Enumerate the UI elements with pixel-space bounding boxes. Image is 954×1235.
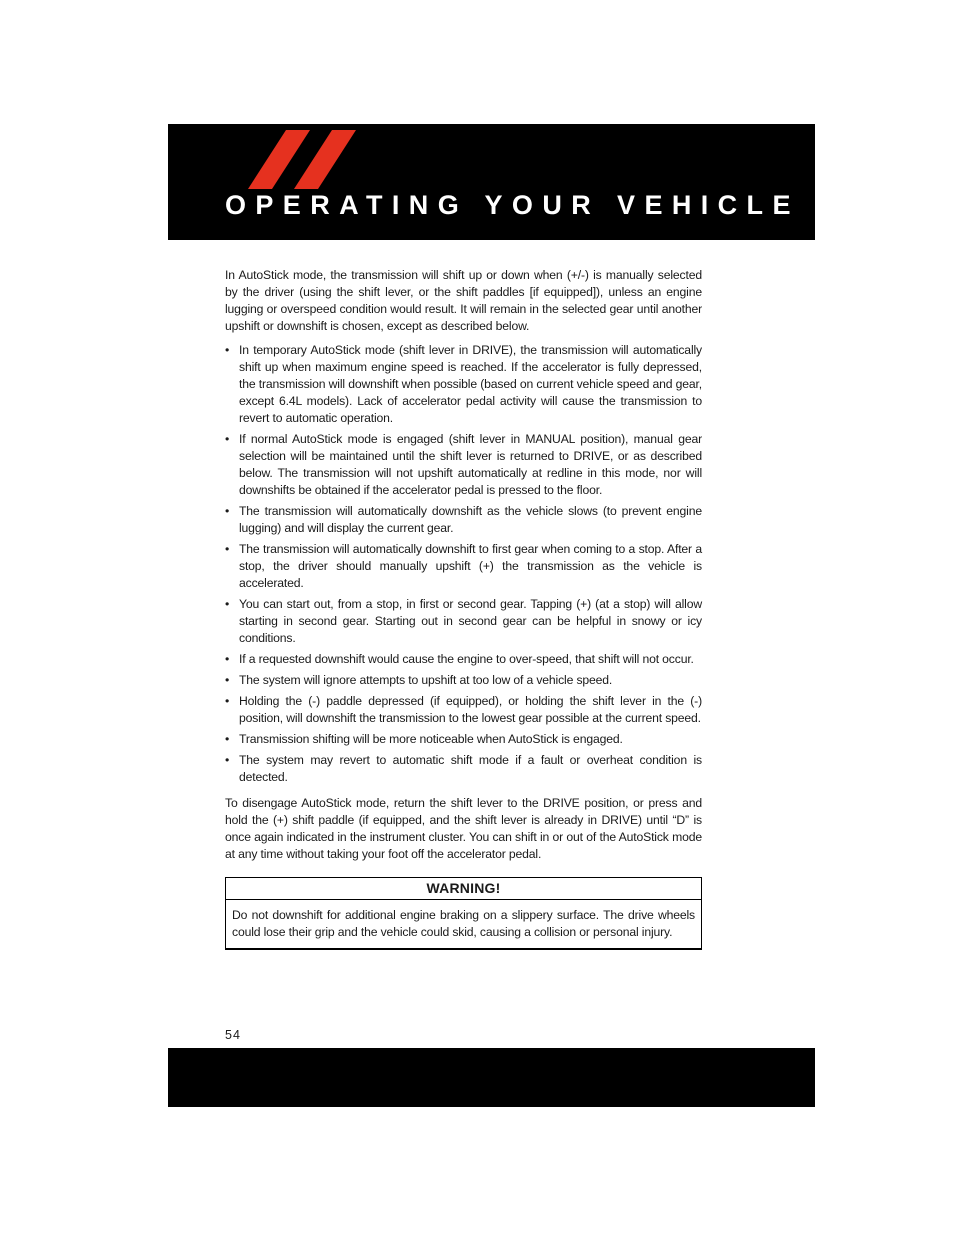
list-item-text: If normal AutoStick mode is engaged (shift lever in MANUAL position), manual gear selection will be maintained until the shift lever is returned to DRIVE, or as described below. The transmission will not upshift automatically at redline in this mode, nor will downshifts be obtained if the accelerator pedal is pressed to the floor. (239, 432, 702, 497)
list-item (225, 431, 702, 499)
list-item-text: Transmission shifting will be more noticeable when AutoStick is engaged. (239, 732, 623, 746)
dodge-stripes-icon (248, 130, 358, 190)
bullet-symbol: • (225, 343, 230, 357)
bullet-symbol: • (225, 753, 230, 767)
page-content (225, 267, 702, 950)
warning-title: WARNING! (226, 878, 701, 900)
bullet-symbol: • (225, 432, 230, 446)
list-item (225, 596, 702, 647)
list-item (225, 651, 702, 668)
list-item (225, 541, 702, 592)
bullet-symbol: • (225, 542, 230, 556)
list-item-text: The transmission will automatically downshift to first gear when coming to a stop. After a stop, the driver should manually upshift (+) the transmission as the vehicle is accelerated. (239, 542, 702, 590)
list-item (225, 342, 702, 427)
list-item (225, 693, 702, 727)
warning-text: Do not downshift for additional engine braking on a slippery surface. The drive wheels could lose their grip and the vehicle could skid, causing a collision or personal injury. (232, 908, 695, 939)
intro-paragraph: In AutoStick mode, the transmission will shift up or down when (+/-) is manually selected by the driver (using the shift lever, or the shift paddles [if equipped]), unless an engine lugging or overspeed condition would result. It will remain in the selected gear until another upshift or downshift is chosen, except as described below. (225, 268, 702, 333)
list-item-text: In temporary AutoStick mode (shift lever in DRIVE), the transmission will automatically shift up when maximum engine speed is reached. If the accelerator is fully depressed, the transmission will downshift when possible (based on current vehicle speed and gear, except 6.4L models). Lack of accelerator pedal activity will cause the transmission to revert to automatic operation. (239, 343, 702, 425)
list-item-text: The system will ignore attempts to upshift at too low of a vehicle speed. (239, 673, 613, 687)
warning-box (225, 877, 702, 950)
list-item-text: The system may revert to automatic shift mode if a fault or overheat condition is detected. (239, 753, 702, 784)
footer-band (168, 1048, 815, 1107)
bullet-symbol: • (225, 504, 230, 518)
bullet-symbol: • (225, 652, 230, 666)
list-item-text: The transmission will automatically downshift as the vehicle slows (to prevent engine lugging) and will display the current gear. (239, 504, 702, 535)
bullet-symbol: • (225, 694, 230, 708)
closing-paragraph: To disengage AutoStick mode, return the shift lever to the DRIVE position, or press and hold the (+) shift paddle (if equipped, and the shift lever is already in DRIVE) until “D” is once again indicated in the instrument cluster. You can shift in or out of the AutoStick mode at any time without taking your foot off the accelerator pedal. (225, 796, 702, 861)
list-item (225, 672, 702, 689)
bullet-symbol: • (225, 597, 230, 611)
list-item (225, 503, 702, 537)
bullet-symbol: • (225, 732, 230, 746)
list-item (225, 731, 702, 748)
list-item-text: You can start out, from a stop, in first or second gear. Tapping (+) (at a stop) will allow starting in second gear. Starting out in second gear can be helpful in snowy or icy conditions. (239, 597, 702, 645)
bullet-list (225, 342, 702, 786)
list-item (225, 752, 702, 786)
section-title: OPERATING YOUR VEHICLE (225, 190, 800, 220)
page-number: 54 (225, 1028, 241, 1042)
bullet-symbol: • (225, 673, 230, 687)
header-band (168, 124, 815, 240)
list-item-text: If a requested downshift would cause the engine to over-speed, that shift will not occur. (239, 652, 694, 666)
list-item-text: Holding the (-) paddle depressed (if equipped), or holding the shift lever in the (-) position, will downshift the transmission to the lowest gear possible at the current speed. (239, 694, 702, 725)
